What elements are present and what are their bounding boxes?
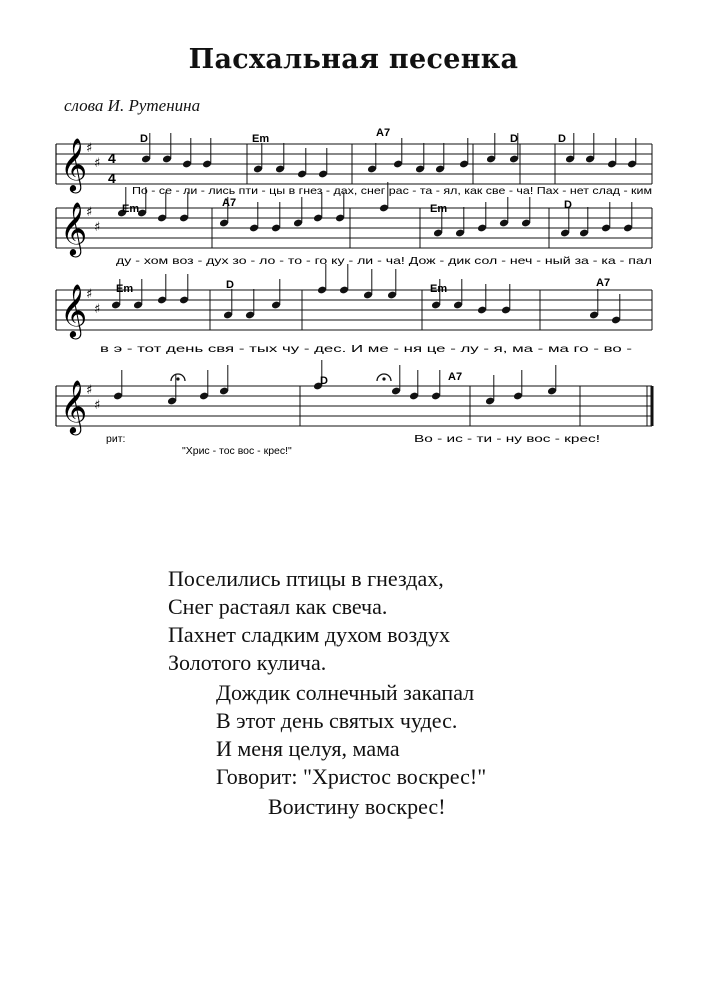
chord-label: A7 bbox=[376, 127, 391, 139]
poem-line: Говорит: "Христос воскрес!" bbox=[216, 764, 487, 789]
fermata-dot bbox=[382, 377, 385, 380]
sharp-icon: ♯ bbox=[94, 220, 101, 235]
page-title: Пасхальная песенка bbox=[188, 44, 519, 75]
lyrics-line: "Хрис - тос вос - крес!" bbox=[182, 445, 292, 457]
chord-label: A7 bbox=[222, 197, 237, 209]
poem-line: Воистину воскрес! bbox=[268, 794, 446, 819]
poem-line: Снег растаял как свеча. bbox=[168, 594, 388, 619]
sharp-icon: ♯ bbox=[94, 302, 101, 317]
chord-label: D bbox=[226, 279, 234, 291]
poem-line: Дождик солнечный закапал bbox=[216, 680, 475, 705]
time-signature: 4 bbox=[108, 170, 116, 186]
lyrics-line: ду - хом воз - дух зо - ло - то - го ку - ли - ча! Дож - дик сол - неч - ный за - ка - пал bbox=[116, 255, 652, 267]
treble-clef-icon: 𝄞 bbox=[60, 379, 88, 433]
chord-label: A7 bbox=[448, 371, 463, 383]
lyrics-line: рит: bbox=[106, 433, 126, 445]
chord-label: Em bbox=[116, 283, 134, 295]
lyrics-line: По - се - ли - лись пти - цы в гнез - дах, снег рас - та - ял, как све - ча! Пах - нет слад - ким bbox=[132, 185, 652, 197]
chord-label: Em bbox=[252, 133, 270, 145]
sharp-icon: ♯ bbox=[86, 205, 93, 220]
treble-clef-icon: 𝄞 bbox=[60, 137, 88, 191]
chord-label: D bbox=[140, 133, 148, 145]
sharp-icon: ♯ bbox=[86, 141, 93, 156]
lyricist-credit: слова И. Рутенина bbox=[64, 96, 201, 115]
lyrics-line: Во - ис - ти - ну вос - крес! bbox=[414, 433, 600, 445]
poem-line: И меня целуя, мама bbox=[216, 736, 400, 761]
chord-label: Em bbox=[430, 203, 448, 215]
chord-label: A7 bbox=[596, 277, 611, 289]
lyrics-line: в э - тот день свя - тых чу - дес. И ме - ня це - лу - я, ма - ма го - во - bbox=[100, 343, 633, 355]
fermata-dot bbox=[176, 377, 179, 380]
sharp-icon: ♯ bbox=[94, 398, 101, 413]
poem-line: Поселились птицы в гнездах, bbox=[168, 566, 444, 591]
chord-label: D bbox=[320, 375, 328, 387]
chord-label: D bbox=[564, 199, 572, 211]
treble-clef-icon: 𝄞 bbox=[60, 283, 88, 337]
treble-clef-icon: 𝄞 bbox=[60, 201, 88, 255]
sharp-icon: ♯ bbox=[94, 156, 101, 171]
chord-label: Em bbox=[122, 203, 140, 215]
sharp-icon: ♯ bbox=[86, 383, 93, 398]
system-3 bbox=[100, 277, 633, 355]
system-4 bbox=[106, 371, 600, 457]
chord-label: D bbox=[510, 133, 518, 145]
time-signature: 4 bbox=[108, 150, 116, 166]
sharp-icon: ♯ bbox=[86, 287, 93, 302]
poem-line: Золотого кулича. bbox=[168, 650, 327, 675]
poem-line: Пахнет сладким духом воздух bbox=[168, 622, 450, 647]
poem-line: В этот день святых чудес. bbox=[216, 708, 458, 733]
chord-label: Em bbox=[430, 283, 448, 295]
chord-label: D bbox=[558, 133, 566, 145]
